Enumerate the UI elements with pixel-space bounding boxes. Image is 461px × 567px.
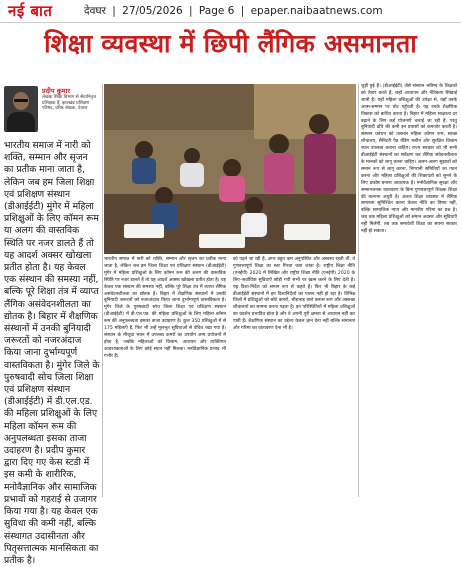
newspaper-logo[interactable]: नई बात: [8, 2, 53, 20]
author-box: [4, 84, 100, 136]
edition-date: 27/05/2026: [122, 5, 183, 17]
author-photo-body: [7, 112, 35, 132]
classroom-photo-illustration: [104, 84, 356, 254]
article-headline: शिक्षा व्यवस्था में छिपी लैंगिक असमानता: [44, 29, 417, 58]
classroom-photo: [104, 84, 356, 254]
author-name: प्रदीप कुमार: [42, 87, 71, 95]
article-body: [104, 257, 356, 497]
meta-separator: |: [240, 5, 245, 17]
edition-meta: [84, 4, 386, 18]
pull-quote: भारतीय समाज में नारी को शक्ति, सम्मान और सृजन का प्रतीक माना जाता है, लेकिन जब हम जिला शिक्षा एवं प्रशिक्षण संस्थान (डीआईईटी) मुंगेर में महिला प्रशिक्षुओं के लिए कॉमन रूम या अलग की वास्तविक स्थिति पर नजर डालते हैं तो यह आदर्श अक्सर खोखला प्रतीत होता है। यह केवल एक संस्थान की समस्या नहीं, बल्कि पूरे शिक्षा तंत्र में व्याप्त लैंगिक असंवेदनशीलता का द्योतक है। बिहार में शैक्षणिक संस्थानों में उनकी बुनियादी जरूरतों को नजरअंदाज किया जाना दुर्भाग्यपूर्ण वास्तविकता है। मुंगेर जिले के पुरुषवादी सोच जिला शिक्षा एवं प्रशिक्षण संस्थान (डीआईईटी) में डी.एल.एड. की महिला प्रशिक्षुओं के लिए महिला कॉमन रूम की अनुपलब्धता इसका ताजा उदाहरण है। प्रदीप कुमार द्वारा दिए गए केस स्टडी में इस कमी के शारीरिक, मनोवैज्ञानिक और सामाजिक प्रभावों को गहराई से उजागर किया गया है। यह केवल एक सुविधा की कमी नहीं, बल्कि संस्थागत उदासीनता और पितृसत्तात्मक मानसिकता का प्रतीक है।: [4, 140, 100, 566]
edition-city: देवघर: [84, 5, 106, 17]
meta-separator: |: [189, 5, 193, 17]
meta-separator: |: [112, 5, 116, 17]
masthead: [0, 0, 461, 23]
author-photo-glasses: [14, 99, 28, 102]
page-number: Page 6: [198, 5, 235, 17]
article-column-right: को पढ़ने जा रही हैं, अगर बहुत कम अनुपस्थित और अस्वस्थ रहती थीं, वे गुणवत्तापूर्ण शिक्षा का स्तर गिरता चला जाता है। राष्ट्रीय शिक्षा नीति (एनईपी) 2020 में लिखित और राष्ट्रीय शिक्षा नीति (एनईपी) 2020 के लिए–सर्वाधिक सुविधाएँ छोड़ी गयी सभी पर खत्म करने के लिए देती है। यह दिशा-निर्देश को समान रूप से कहते हैं। फिर भी बिहार के कई डीआईईटी संस्थानों में इन दिशानिर्देशों का पालन नहीं हो रहा है। विभिन्न जिलों में प्रशिक्षुओं को छोटे कमरों, भीड़भाड़ वाले क्लास रूम और अस्वच्छ शौचालयों का सामना करना पड़ता है। इन परिस्थितियों में महिला प्रशिक्षुओं का प्रदर्शन प्रभावित होता है और वे अपनी पूरी क्षमता से अध्ययन नहीं कर पाती हैं। शैक्षणिक संस्थान का उद्देश्य केवल ज्ञान देना नहीं बल्कि समानता और गरिमा का वातावरण देना भी है।: [233, 257, 355, 332]
author-photo: [4, 86, 38, 132]
article-column-left: भारतीय समाज में नारी को शक्ति, सम्मान और सृजन का प्रतीक माना जाता है, लेकिन जब हम जिला शिक्षा एवं प्रशिक्षण संस्थान (डीआईईटी) मुंगेर में महिला प्रशिक्षुओं के लिए कॉमन रूम की अलग की वास्तविक स्थिति पर नजर डालते हैं तो यह आदर्श अक्सर खोखला प्रतीत होता है। यह केवल एक संस्थान की समस्या नहीं, बल्कि पूरे शिक्षा तंत्र में व्याप्त लैंगिक असंवेदनशीलता का द्योतक है। बिहार में शैक्षणिक संस्थानों में उनकी बुनियादी जरूरतों को नजरअंदाज किया जाना दुर्भाग्यपूर्ण वास्तविकता है। मुंगेर जिले के पुरुषवादी सोच जिला शिक्षा एवं प्रशिक्षण संस्थान (डीआईईटी) में डी.एल.एड. की महिला प्रशिक्षुओं के लिए महिला कॉमन रूम की अनुपलब्धता इसका ताजा उदाहरण है। कुल 350 प्रशिक्षुओं में से 175 महिलाएँ हैं, फिर भी उन्हें मूलभूत सुविधाओं से वंचित रखा गया है। संस्थान के मौजूदा भवन में उपलब्ध कमरों का उपयोग अन्य प्रयोजनों में होता है, जबकि महिलाओं को विश्राम, अध्ययन और व्यक्तिगत आवश्यकताओं के लिए कोई स्थान नहीं मिलता। मनोवैज्ञानिक प्रभाव भी गंभीर हैं।: [104, 257, 226, 359]
epaper-link[interactable]: epaper.naibaatnews.com: [250, 5, 383, 17]
author-bio: लेखक शिक्षा विभाग से सेवानिवृत्त प्रशिक्षक हैं, झारखंड प्रशिक्षण परिषद, वरिष्ठ लेखक, देवघर: [42, 95, 97, 111]
column-divider: [102, 84, 103, 497]
column-divider: [358, 84, 359, 497]
article-column-far-right: जुड़ी हुई हैं। (डीआईईटी) जैसे संस्थान भविष्य के शिक्षकों को तैयार करते हैं, जहाँ अध्यापन और नैतिकता सिखाई जाती है। यहाँ महिला प्रशिक्षुओं की उपेक्षा से, वहाँ उनके आत्म-सम्मान पर चोट पहुँचती है। यह उनके शैक्षणिक विकास को बाधित करता है। बिहार में महिला साक्षरता दर बढ़ाने के लिए कई योजनाएँ चलाई जा रही हैं, परंतु बुनियादी ढाँचे की कमी इन प्रयासों को कमजोर करती है। संस्थान प्रबंधन को तत्काल महिला कॉमन रूम, स्वच्छ शौचालय, सैनिटरी पैड वेंडिंग मशीन और सुरक्षित विश्राम स्थल उपलब्ध कराना चाहिए। राज्य सरकार को भी सभी डीआईईटी संस्थानों का सर्वेक्षण कर लैंगिक संवेदनशीलता के मानकों को लागू करना चाहिए। अलग-अलग सुझावों को समान रूप से लागू करना, निगरानी समितियों का गठन करना और महिला प्रशिक्षुओं की शिकायतों को सुनने के लिए प्रकोष्ठ बनाना आवश्यक है। मनोवैज्ञानिक सुरक्षा और सम्मानजनक वातावरण के बिना गुणवत्तापूर्ण शिक्षक शिक्षा की कल्पना अधूरी है। अंततः शिक्षा व्यवस्था में लैंगिक समानता सुनिश्चित करना केवल नीति का विषय नहीं, बल्कि सामाजिक न्याय और मानवीय गरिमा का प्रश्न है। जब तक महिला प्रशिक्षुओं को समान अवसर और सुविधाएँ नहीं मिलेंगी, तब तक समावेशी शिक्षा का सपना साकार नहीं हो सकता।: [361, 84, 457, 235]
